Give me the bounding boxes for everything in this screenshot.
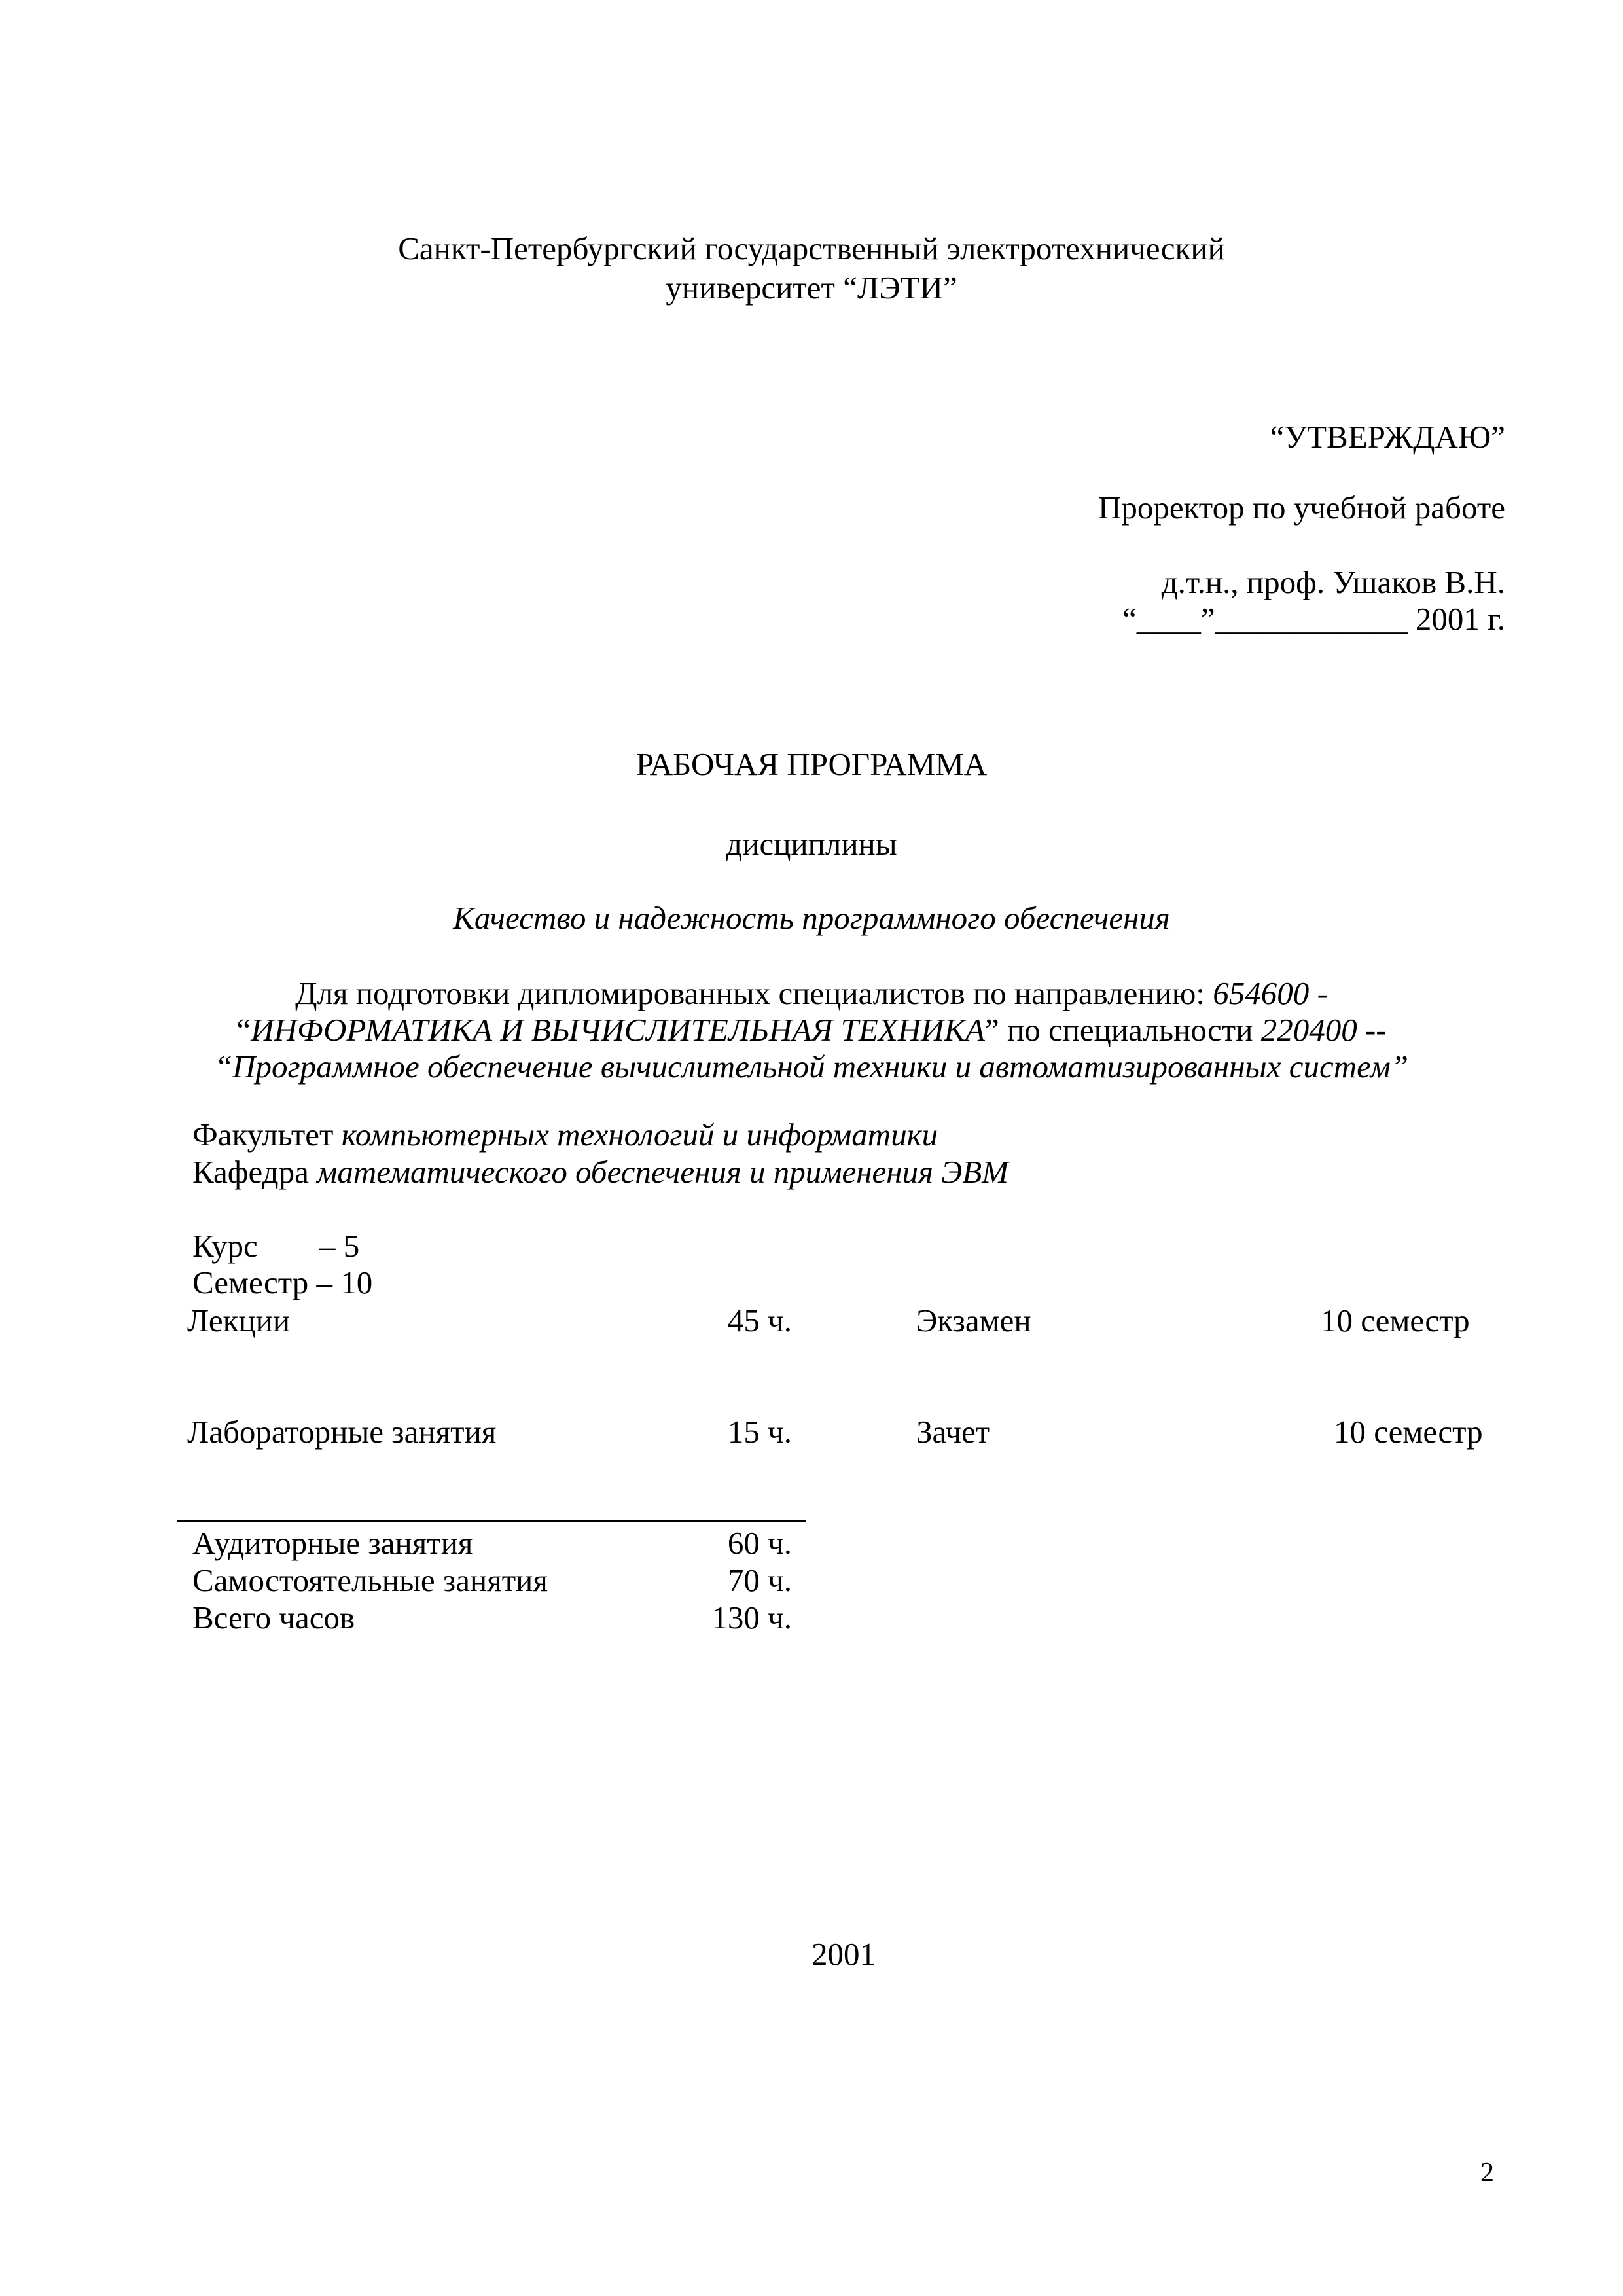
credit-label: Зачет xyxy=(916,1414,990,1450)
direction-line1 xyxy=(0,975,1623,1012)
course-value: – 5 xyxy=(319,1228,360,1264)
direction-code: 654600 - xyxy=(1213,975,1328,1011)
semester-line: Семестр – 10 xyxy=(192,1265,373,1300)
self-study-hours: 70 ч. xyxy=(727,1562,792,1598)
page-number: 2 xyxy=(1480,2158,1494,2188)
approval-heading: “УТВЕРЖДАЮ” xyxy=(1270,419,1505,455)
speciality-code: 220400 -- xyxy=(1260,1012,1387,1048)
department-line: Кафедра математического обеспечения и применения ЭВМ xyxy=(192,1154,1008,1190)
direction-line2: “ИНФОРМАТИКА И ВЫЧИСЛИТЕЛЬНАЯ ТЕХНИКА” по специальности 220400 -- xyxy=(236,1012,1387,1048)
lectures-label: Лекции xyxy=(187,1302,291,1338)
exam-label: Экзамен xyxy=(916,1302,1031,1338)
labs-label: Лабораторные занятия xyxy=(187,1414,497,1450)
document-subtitle: дисциплины xyxy=(726,826,897,862)
auditory-hours: 60 ч. xyxy=(727,1525,792,1561)
approver-position: Проректор по учебной работе xyxy=(1098,490,1505,526)
totals-divider xyxy=(177,1520,806,1522)
auditory-label: Аудиторные занятия xyxy=(192,1525,473,1561)
course-label: Курс xyxy=(192,1228,258,1264)
credit-semester: 10 семестр xyxy=(1334,1414,1483,1450)
faculty-line: Факультет компьютерных технологий и информатики xyxy=(192,1117,938,1153)
self-study-label: Самостоятельные занятия xyxy=(192,1562,548,1598)
university-name-line2: университет “ЛЭТИ” xyxy=(666,270,957,306)
total-label: Всего часов xyxy=(192,1600,355,1636)
approver-name: д.т.н., проф. Ушаков В.Н. xyxy=(1161,564,1505,600)
university-name-line1: Санкт-Петербургский государственный электротехнический xyxy=(398,230,1225,266)
exam-semester: 10 семестр xyxy=(1321,1302,1470,1338)
total-hours: 130 ч. xyxy=(711,1600,792,1636)
faculty-name: компьютерных технологий и информатики xyxy=(341,1117,938,1153)
labs-hours: 15 ч. xyxy=(727,1414,792,1450)
speciality-name: “Программное обеспечение вычислительной техники и автоматизированных систем” xyxy=(214,1049,1409,1085)
lectures-hours: 45 ч. xyxy=(727,1302,792,1338)
document-title: РАБОЧАЯ ПРОГРАММА xyxy=(635,746,988,782)
approval-date-line: “____”____________ 2001 г. xyxy=(1122,601,1505,637)
footer-year: 2001 xyxy=(812,1936,876,1972)
department-name: математического обеспечения и применения ЭВМ xyxy=(317,1154,1008,1190)
direction-prefix: Для подготовки дипломированных специалистов по направлению: xyxy=(295,975,1213,1011)
discipline-name: Качество и надежность программного обеспечения xyxy=(453,900,1170,936)
direction-name: ИНФОРМАТИКА И ВЫЧИСЛИТЕЛЬНАЯ ТЕХНИКА xyxy=(251,1012,985,1048)
